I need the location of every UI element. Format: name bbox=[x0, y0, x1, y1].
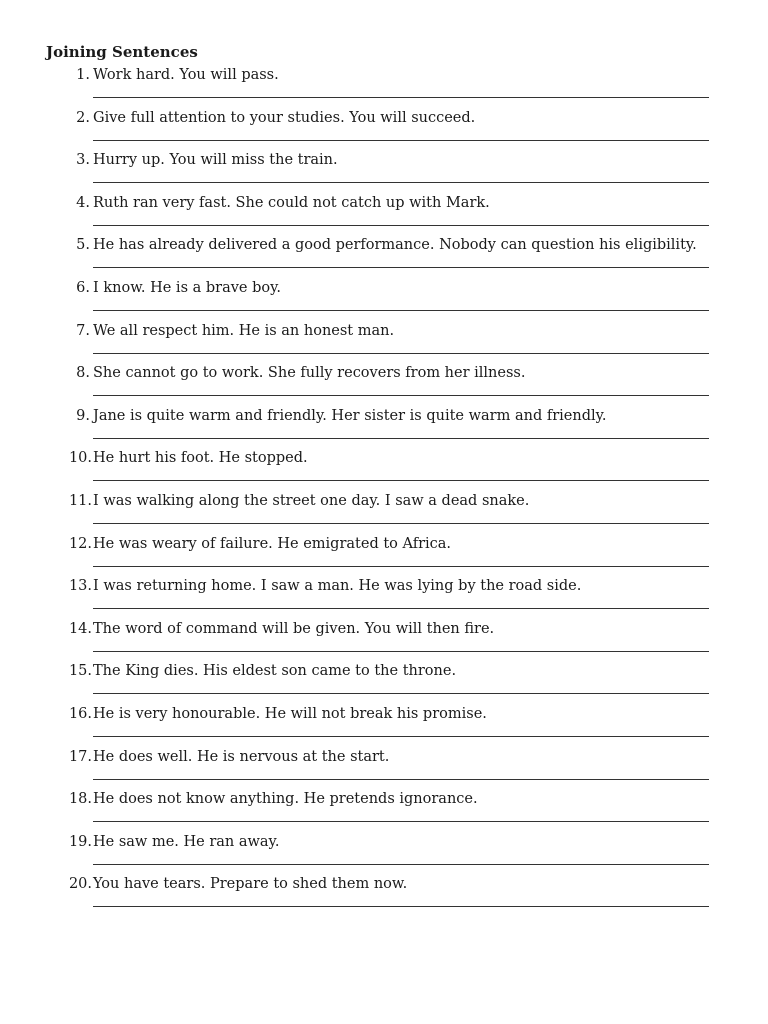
answer-line[interactable] bbox=[93, 225, 709, 226]
item-number: 12. bbox=[68, 535, 92, 552]
exercise-item bbox=[0, 406, 768, 449]
item-sentence: We all respect him. He is an honest man. bbox=[93, 322, 395, 339]
exercise-item bbox=[0, 704, 768, 747]
item-number: 2. bbox=[76, 109, 90, 126]
answer-line[interactable] bbox=[93, 353, 709, 354]
exercise-item bbox=[0, 576, 768, 619]
item-number: 9. bbox=[76, 407, 90, 424]
item-number: 13. bbox=[68, 578, 92, 595]
item-sentence: He does well. He is nervous at the start. bbox=[93, 748, 390, 765]
item-sentence: Ruth ran very fast. She could not catch up with Mark. bbox=[93, 194, 490, 211]
item-number: 18. bbox=[68, 791, 92, 808]
item-number: 10. bbox=[68, 450, 92, 467]
exercise-list bbox=[0, 65, 768, 917]
item-number: 8. bbox=[76, 365, 90, 382]
exercise-item bbox=[0, 363, 768, 406]
exercise-item bbox=[0, 661, 768, 704]
exercise-item bbox=[0, 747, 768, 790]
answer-line[interactable] bbox=[93, 693, 709, 694]
item-sentence: He was weary of failure. He emigrated to Africa. bbox=[93, 535, 452, 552]
answer-line[interactable] bbox=[93, 864, 709, 865]
item-sentence: He saw me. He ran away. bbox=[93, 833, 280, 850]
item-sentence: He does not know anything. He pretends ignorance. bbox=[93, 791, 478, 808]
item-sentence: He has already delivered a good performance. Nobody can question his eligibility. bbox=[93, 237, 697, 254]
item-sentence: Hurry up. You will miss the train. bbox=[93, 152, 338, 169]
exercise-item bbox=[0, 874, 768, 917]
answer-line[interactable] bbox=[93, 906, 709, 907]
item-sentence: He is very honourable. He will not break his promise. bbox=[93, 705, 487, 722]
exercise-item bbox=[0, 193, 768, 236]
answer-line[interactable] bbox=[93, 395, 709, 396]
item-number: 14. bbox=[68, 620, 92, 637]
exercise-item bbox=[0, 534, 768, 577]
item-sentence: Work hard. You will pass. bbox=[93, 67, 279, 83]
exercise-item bbox=[0, 448, 768, 491]
answer-line[interactable] bbox=[93, 310, 709, 311]
answer-line[interactable] bbox=[93, 480, 709, 481]
answer-line[interactable] bbox=[93, 267, 709, 268]
item-sentence: Jane is quite warm and friendly. Her sister is quite warm and friendly. bbox=[93, 407, 607, 424]
item-number: 19. bbox=[68, 833, 92, 850]
answer-line[interactable] bbox=[93, 182, 709, 183]
answer-line[interactable] bbox=[93, 438, 709, 439]
item-number: 15. bbox=[68, 663, 92, 680]
item-number: 4. bbox=[76, 194, 90, 211]
worksheet-title: Joining Sentences bbox=[46, 43, 198, 61]
item-sentence: She cannot go to work. She fully recovers from her illness. bbox=[93, 365, 526, 382]
answer-line[interactable] bbox=[93, 821, 709, 822]
item-number: 6. bbox=[76, 279, 90, 296]
item-number: 3. bbox=[76, 152, 90, 169]
exercise-item bbox=[0, 65, 768, 108]
item-sentence: You have tears. Prepare to shed them now. bbox=[93, 876, 408, 893]
item-sentence: Give full attention to your studies. You will succeed. bbox=[93, 109, 476, 126]
item-number: 1. bbox=[76, 67, 90, 83]
item-sentence: The King dies. His eldest son came to the throne. bbox=[93, 663, 457, 680]
exercise-item bbox=[0, 150, 768, 193]
item-sentence: He hurt his foot. He stopped. bbox=[93, 450, 308, 467]
item-number: 16. bbox=[68, 705, 92, 722]
answer-line[interactable] bbox=[93, 651, 709, 652]
exercise-item bbox=[0, 278, 768, 321]
item-number: 7. bbox=[76, 322, 90, 339]
exercise-item bbox=[0, 619, 768, 662]
answer-line[interactable] bbox=[93, 97, 709, 98]
answer-line[interactable] bbox=[93, 566, 709, 567]
item-number: 20. bbox=[68, 876, 92, 893]
answer-line[interactable] bbox=[93, 523, 709, 524]
answer-line[interactable] bbox=[93, 736, 709, 737]
item-sentence: I know. He is a brave boy. bbox=[93, 279, 282, 296]
item-sentence: I was returning home. I saw a man. He was lying by the road side. bbox=[93, 578, 582, 595]
exercise-item bbox=[0, 789, 768, 832]
answer-line[interactable] bbox=[93, 779, 709, 780]
answer-line[interactable] bbox=[93, 140, 709, 141]
exercise-item bbox=[0, 321, 768, 364]
item-number: 17. bbox=[68, 748, 92, 765]
item-number: 5. bbox=[76, 237, 90, 254]
item-sentence: The word of command will be given. You will then fire. bbox=[93, 620, 495, 637]
exercise-item bbox=[0, 108, 768, 151]
item-number: 11. bbox=[68, 492, 92, 509]
exercise-item bbox=[0, 832, 768, 875]
exercise-item bbox=[0, 235, 768, 278]
item-sentence: I was walking along the street one day. I saw a dead snake. bbox=[93, 492, 530, 509]
answer-line[interactable] bbox=[93, 608, 709, 609]
exercise-item bbox=[0, 491, 768, 534]
